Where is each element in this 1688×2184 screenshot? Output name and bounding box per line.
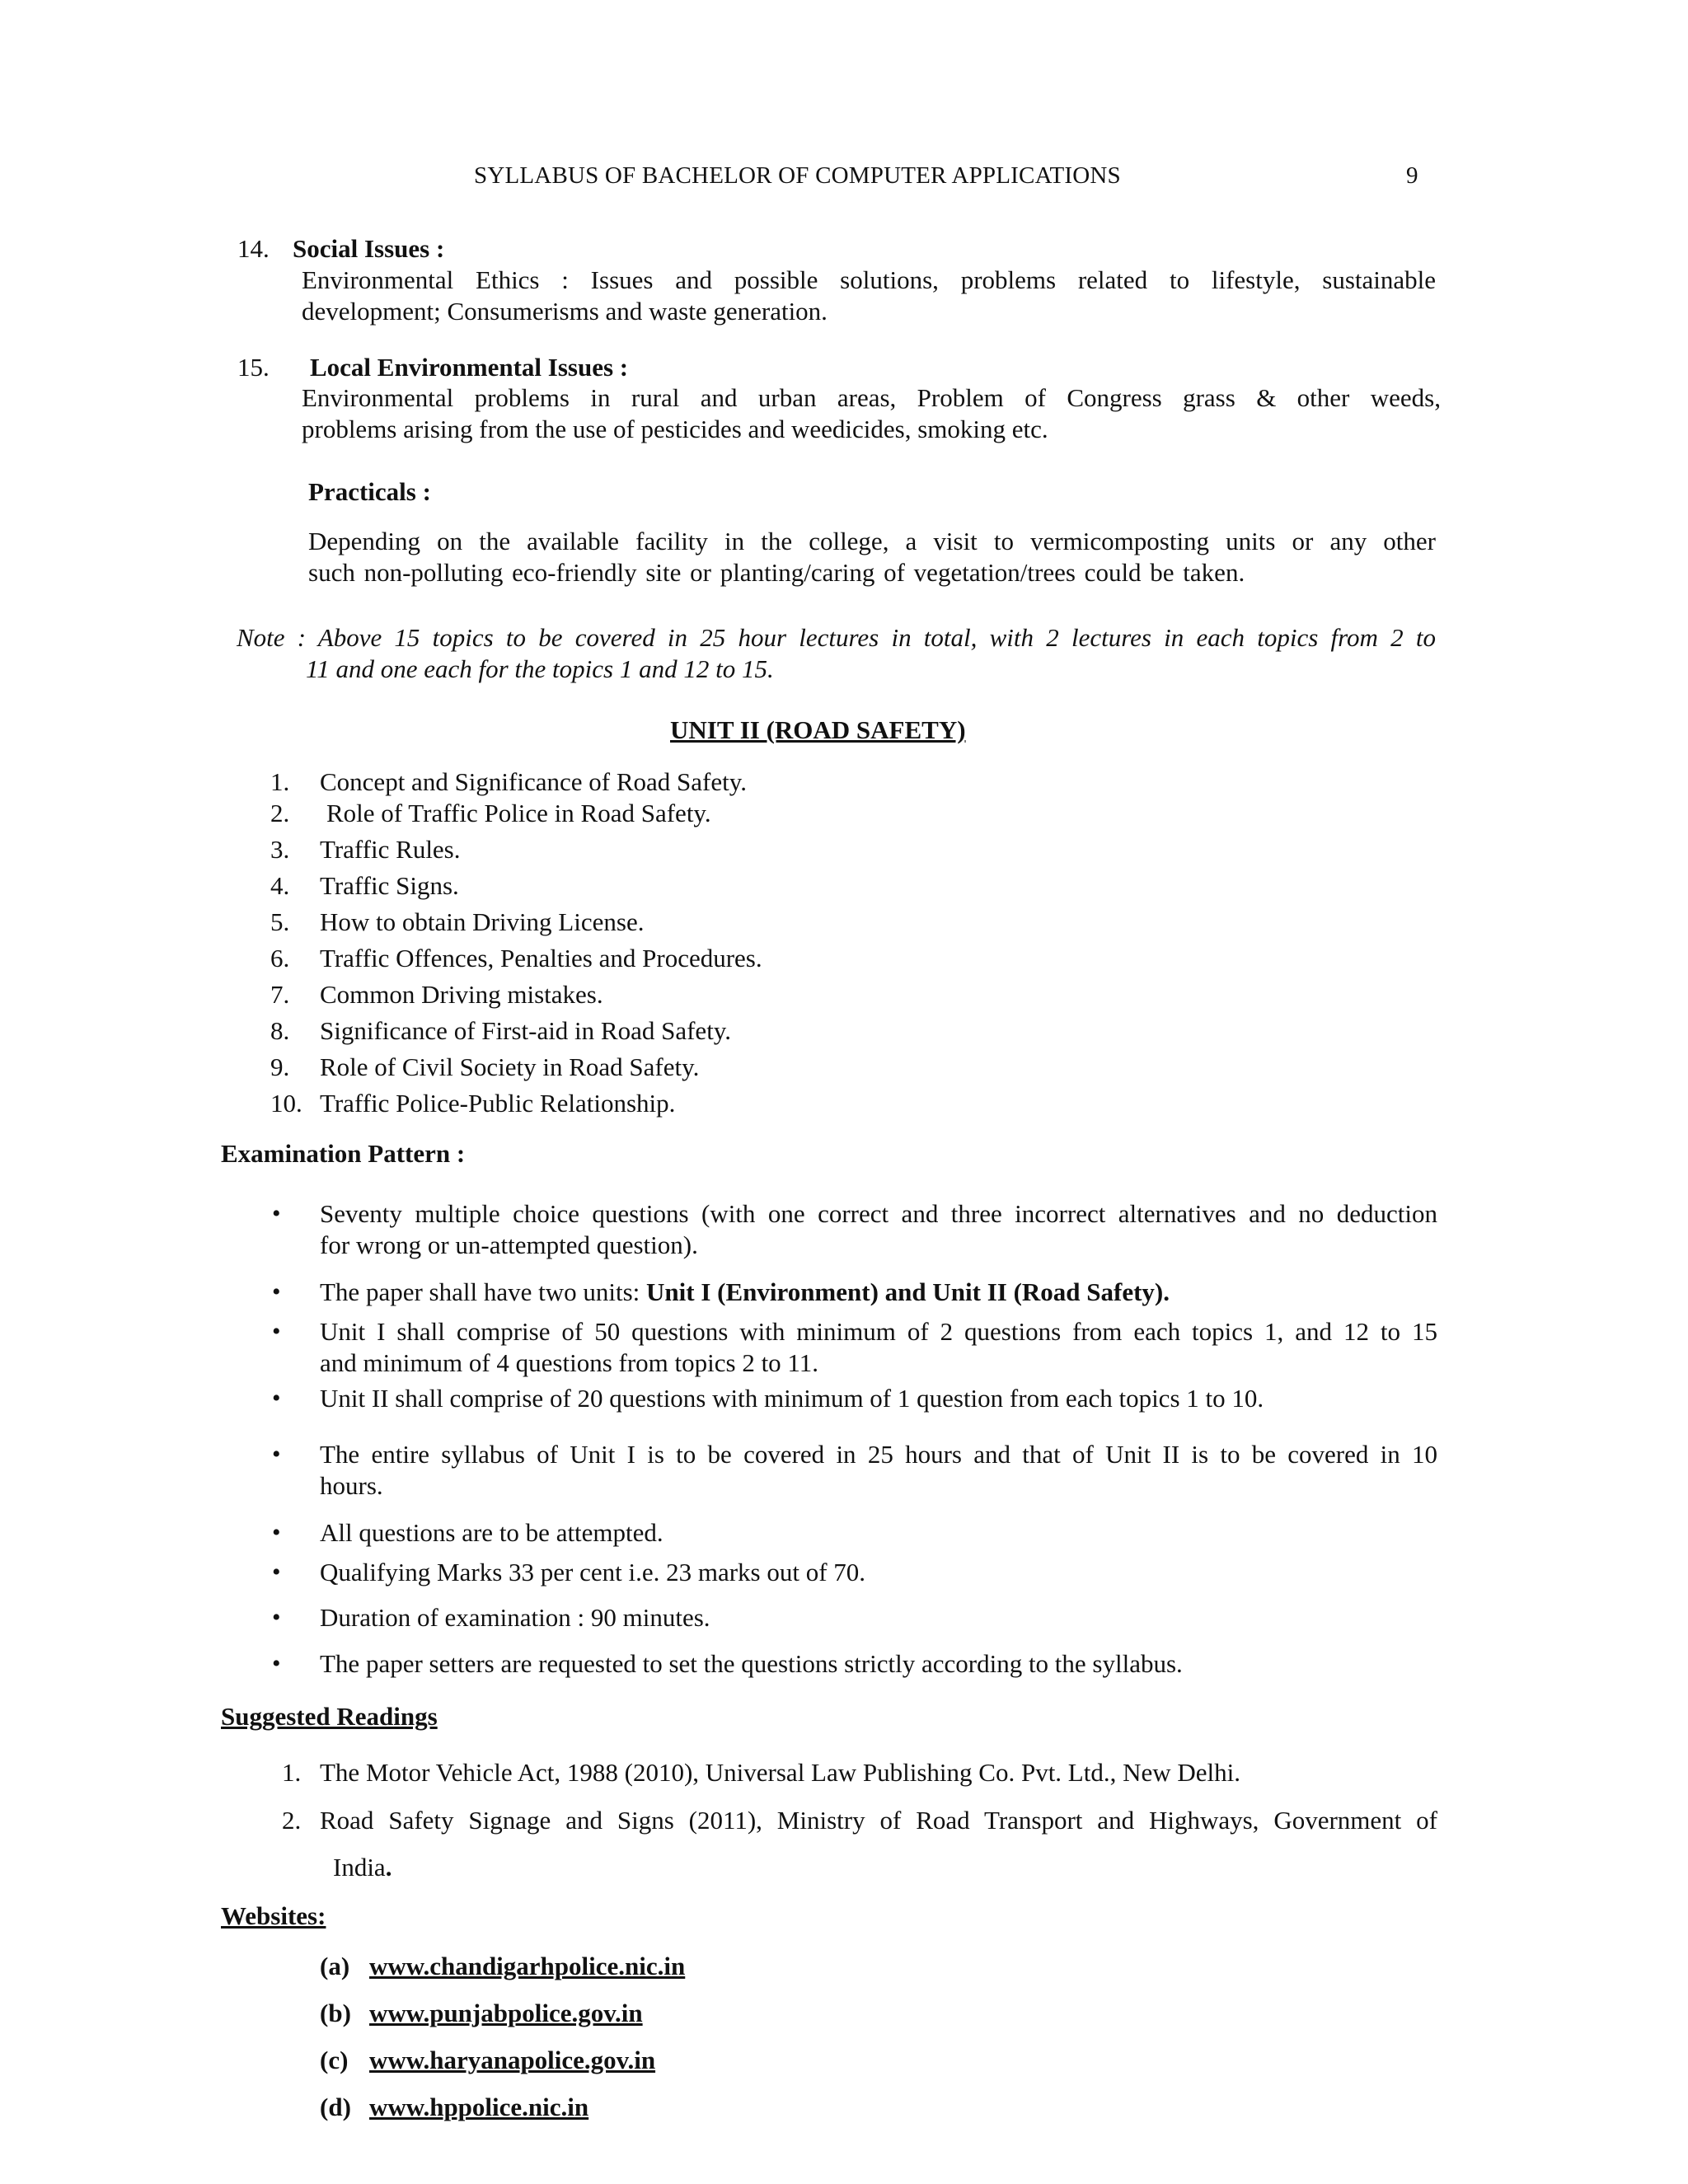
unit-2-heading: UNIT II (ROAD SAFETY) xyxy=(670,715,966,744)
examination-pattern-heading: Examination Pattern : xyxy=(221,1139,466,1168)
website-link-haryana[interactable]: www.haryanapolice.gov.in xyxy=(369,2046,656,2074)
bullet-icon: • xyxy=(272,1278,281,1305)
topic-15-line-2: problems arising from the use of pesticides and weedicides, smoking etc. xyxy=(302,415,1048,443)
exam-bullet-2: The paper shall have two units: Unit I (Environment) and Unit II (Road Safety). xyxy=(320,1277,1170,1306)
page-header-title: SYLLABUS OF BACHELOR OF COMPUTER APPLICATIONS xyxy=(474,162,1121,189)
suggested-readings-heading: Suggested Readings xyxy=(221,1702,438,1731)
topic-14-number: 14. xyxy=(237,234,270,263)
bullet-icon: • xyxy=(272,1441,281,1468)
exam-bullet-3-line-2: and minimum of 4 questions from topics 2 to 11. xyxy=(320,1348,819,1377)
bullet-icon: • xyxy=(272,1519,281,1546)
practicals-heading: Practicals : xyxy=(308,477,431,506)
topic-14-heading: Social Issues : xyxy=(293,234,445,263)
exam-bullet-3-line-1: Unit I shall comprise of 50 questions with minimum of 2 questions from each topics 1, and 12 to 15 xyxy=(320,1317,1437,1346)
website-link-punjab[interactable]: www.punjabpolice.gov.in xyxy=(369,1999,643,2027)
bullet-icon: • xyxy=(272,1385,281,1412)
topic-15-number: 15. xyxy=(237,353,270,382)
note-line-2: 11 and one each for the topics 1 and 12 to 15. xyxy=(306,654,774,683)
website-link-hp[interactable]: www.hppolice.nic.in xyxy=(369,2093,589,2121)
websites-heading: Websites: xyxy=(221,1901,326,1930)
bullet-icon: • xyxy=(272,1650,281,1677)
topic-14-line-1: Environmental Ethics : Issues and possible solutions, problems related to lifestyle, sustainable xyxy=(302,265,1436,294)
exam-bullet-5-line-1: The entire syllabus of Unit I is to be covered in 25 hours and that of Unit II is to be covered in 10 xyxy=(320,1440,1437,1469)
bullet-icon: • xyxy=(272,1318,281,1345)
exam-bullet-4: Unit II shall comprise of 20 questions with minimum of 1 question from each topics 1 to 10. xyxy=(320,1384,1264,1413)
bullet-icon: • xyxy=(272,1558,281,1586)
bullet-icon: • xyxy=(272,1604,281,1631)
topic-14-line-2: development; Consumerisms and waste generation. xyxy=(302,297,828,326)
reading-1-number: 1. xyxy=(282,1758,302,1787)
exam-bullet-9: The paper setters are requested to set the questions strictly according to the syllabus. xyxy=(320,1649,1183,1678)
exam-bullet-6: All questions are to be attempted. xyxy=(320,1518,663,1547)
topic-15-line-1: Environmental problems in rural and urban areas, Problem of Congress grass & other weeds, xyxy=(302,383,1441,412)
exam-bullet-1-line-2: for wrong or un-attempted question). xyxy=(320,1230,698,1259)
exam-bullet-7: Qualifying Marks 33 per cent i.e. 23 marks out of 70. xyxy=(320,1558,866,1586)
website-link-chandigarh[interactable]: www.chandigarhpolice.nic.in xyxy=(369,1952,686,1980)
exam-bullet-5-line-2: hours. xyxy=(320,1471,383,1500)
exam-bullet-1-line-1: Seventy multiple choice questions (with one correct and three incorrect alternatives and no deduction xyxy=(320,1199,1437,1228)
page-number: 9 xyxy=(1406,162,1418,189)
bullet-icon: • xyxy=(272,1200,281,1227)
note-line-1: Note : Above 15 topics to be covered in 25 hour lectures in total, with 2 lectures in each topics from 2 to xyxy=(237,623,1436,652)
practicals-line-1: Depending on the available facility in the college, a visit to vermicomposting units or any other xyxy=(308,527,1436,555)
topic-15-heading: Local Environmental Issues : xyxy=(310,353,629,382)
reading-2-number: 2. xyxy=(282,1806,302,1835)
practicals-line-2: such non-polluting eco-friendly site or planting/caring of vegetation/trees could be taken. xyxy=(308,558,1245,587)
reading-2-line-1: Road Safety Signage and Signs (2011), Ministry of Road Transport and Highways, Government of xyxy=(320,1806,1437,1835)
reading-1-text: The Motor Vehicle Act, 1988 (2010), Universal Law Publishing Co. Pvt. Ltd., New Delhi. xyxy=(320,1758,1241,1787)
reading-2-line-2: India. xyxy=(333,1853,392,1882)
exam-bullet-8: Duration of examination : 90 minutes. xyxy=(320,1603,710,1632)
